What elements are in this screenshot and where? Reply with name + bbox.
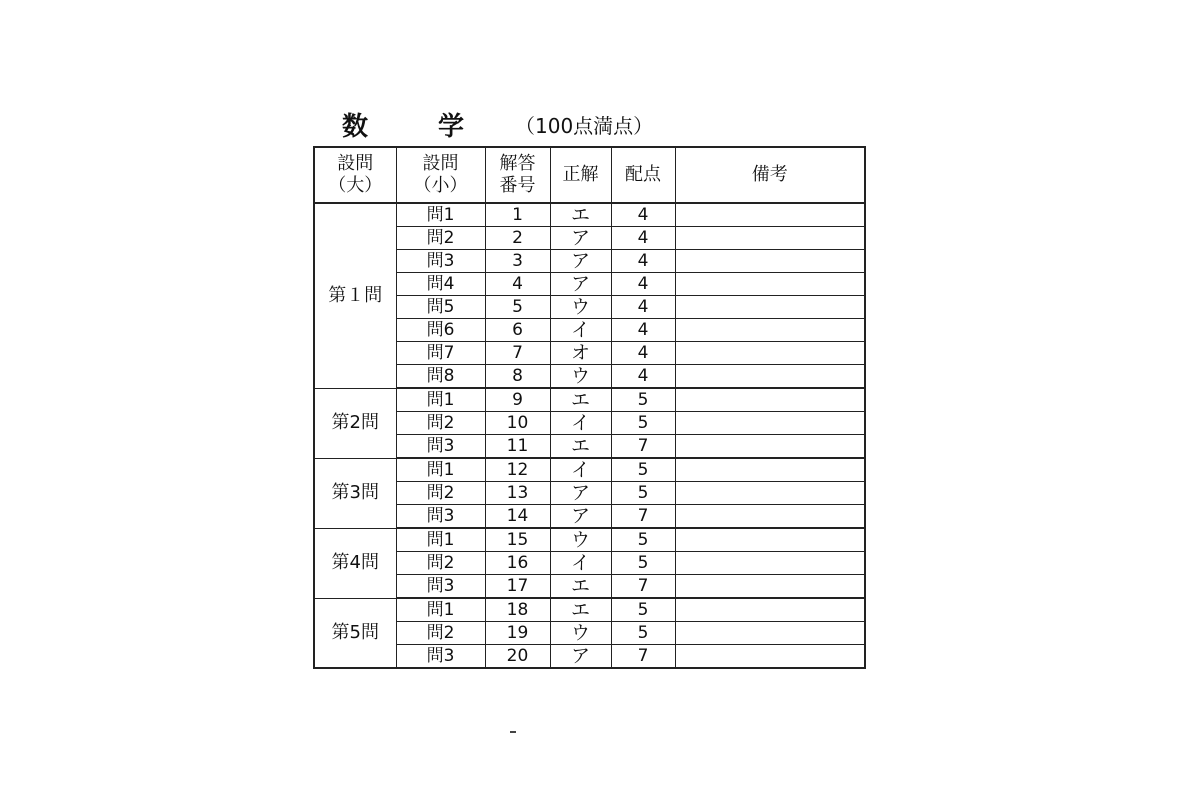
minor-question-label: 問3 <box>396 250 485 273</box>
scan-speck <box>510 731 516 733</box>
answer-key-table <box>313 146 866 669</box>
answer-number: 20 <box>485 645 550 669</box>
notes-cell <box>675 388 865 412</box>
table-row <box>314 388 865 412</box>
correct-answer: エ <box>550 598 611 622</box>
table-row <box>314 645 865 669</box>
major-question-label: 第2問 <box>314 388 396 458</box>
table-row <box>314 622 865 645</box>
table-row <box>314 319 865 342</box>
header-row <box>314 147 865 203</box>
minor-question-label: 問4 <box>396 273 485 296</box>
notes-cell <box>675 645 865 669</box>
table-row <box>314 482 865 505</box>
notes-cell <box>675 622 865 645</box>
notes-cell <box>675 482 865 505</box>
header-major-question <box>314 147 396 203</box>
notes-cell <box>675 250 865 273</box>
header-number-line1: 解答 <box>499 153 536 174</box>
correct-answer: ア <box>550 227 611 250</box>
correct-answer: オ <box>550 342 611 365</box>
correct-answer: ウ <box>550 365 611 389</box>
minor-question-label: 問3 <box>396 575 485 599</box>
header-minor-question <box>396 147 485 203</box>
answer-key-body <box>314 203 865 668</box>
notes-cell <box>675 365 865 389</box>
notes-cell <box>675 598 865 622</box>
answer-number: 2 <box>485 227 550 250</box>
header-major-line2: （大） <box>328 175 383 196</box>
table-row <box>314 203 865 227</box>
table-row <box>314 273 865 296</box>
major-question-label: 第１問 <box>314 203 396 388</box>
points-value: 5 <box>611 412 675 435</box>
answer-number: 5 <box>485 296 550 319</box>
points-value: 4 <box>611 365 675 389</box>
table-row <box>314 342 865 365</box>
table-row <box>314 412 865 435</box>
points-value: 5 <box>611 388 675 412</box>
minor-question-label: 問3 <box>396 435 485 459</box>
points-value: 5 <box>611 552 675 575</box>
points-value: 4 <box>611 296 675 319</box>
header-minor-line2: （小） <box>413 175 468 196</box>
notes-cell <box>675 203 865 227</box>
notes-cell <box>675 505 865 529</box>
points-value: 5 <box>611 482 675 505</box>
answer-number: 15 <box>485 528 550 552</box>
minor-question-label: 問3 <box>396 645 485 669</box>
points-value: 7 <box>611 575 675 599</box>
table-row <box>314 365 865 389</box>
table-row <box>314 505 865 529</box>
answer-number: 14 <box>485 505 550 529</box>
table-row <box>314 598 865 622</box>
correct-answer: イ <box>550 458 611 482</box>
table-row <box>314 575 865 599</box>
answer-number: 18 <box>485 598 550 622</box>
points-value: 7 <box>611 645 675 669</box>
minor-question-label: 問1 <box>396 458 485 482</box>
answer-number: 19 <box>485 622 550 645</box>
correct-answer: エ <box>550 435 611 459</box>
subject-title: 数 学 <box>342 112 487 142</box>
answer-number: 6 <box>485 319 550 342</box>
minor-question-label: 問2 <box>396 412 485 435</box>
minor-question-label: 問1 <box>396 203 485 227</box>
points-value: 4 <box>611 273 675 296</box>
header-correct-answer: 正解 <box>550 147 611 203</box>
answer-number: 12 <box>485 458 550 482</box>
major-question-label: 第4問 <box>314 528 396 598</box>
minor-question-label: 問8 <box>396 365 485 389</box>
answer-number: 4 <box>485 273 550 296</box>
minor-question-label: 問5 <box>396 296 485 319</box>
points-value: 7 <box>611 505 675 529</box>
notes-cell <box>675 458 865 482</box>
table-row <box>314 227 865 250</box>
points-value: 5 <box>611 528 675 552</box>
answer-number: 1 <box>485 203 550 227</box>
minor-question-label: 問1 <box>396 598 485 622</box>
notes-cell <box>675 227 865 250</box>
minor-question-label: 問2 <box>396 622 485 645</box>
points-value: 5 <box>611 458 675 482</box>
notes-cell <box>675 412 865 435</box>
minor-question-label: 問2 <box>396 227 485 250</box>
answer-number: 10 <box>485 412 550 435</box>
answer-number: 16 <box>485 552 550 575</box>
points-value: 4 <box>611 203 675 227</box>
notes-cell <box>675 273 865 296</box>
correct-answer: エ <box>550 203 611 227</box>
notes-cell <box>675 575 865 599</box>
points-value: 4 <box>611 319 675 342</box>
correct-answer: イ <box>550 319 611 342</box>
table-row <box>314 528 865 552</box>
table-row <box>314 552 865 575</box>
minor-question-label: 問7 <box>396 342 485 365</box>
header-major-line1: 設問 <box>337 153 374 174</box>
notes-cell <box>675 528 865 552</box>
answer-number: 11 <box>485 435 550 459</box>
points-value: 4 <box>611 250 675 273</box>
notes-cell <box>675 435 865 459</box>
correct-answer: ウ <box>550 622 611 645</box>
answer-number: 7 <box>485 342 550 365</box>
table-row <box>314 458 865 482</box>
table-row <box>314 296 865 319</box>
points-value: 5 <box>611 598 675 622</box>
correct-answer: ア <box>550 645 611 669</box>
correct-answer: エ <box>550 575 611 599</box>
answer-number: 9 <box>485 388 550 412</box>
notes-cell <box>675 552 865 575</box>
correct-answer: ウ <box>550 296 611 319</box>
correct-answer: ア <box>550 505 611 529</box>
header-answer-number <box>485 147 550 203</box>
correct-answer: エ <box>550 388 611 412</box>
correct-answer: イ <box>550 412 611 435</box>
header-notes: 備考 <box>675 147 865 203</box>
answer-number: 13 <box>485 482 550 505</box>
major-question-label: 第5問 <box>314 598 396 668</box>
minor-question-label: 問2 <box>396 552 485 575</box>
points-value: 5 <box>611 622 675 645</box>
points-value: 4 <box>611 227 675 250</box>
answer-number: 3 <box>485 250 550 273</box>
correct-answer: イ <box>550 552 611 575</box>
points-value: 4 <box>611 342 675 365</box>
answer-number: 17 <box>485 575 550 599</box>
correct-answer: ア <box>550 250 611 273</box>
minor-question-label: 問3 <box>396 505 485 529</box>
correct-answer: ア <box>550 273 611 296</box>
header-number-line2: 番号 <box>499 175 536 196</box>
notes-cell <box>675 296 865 319</box>
table-row <box>314 250 865 273</box>
full-score-note: （100点満点） <box>515 114 654 138</box>
minor-question-label: 問1 <box>396 528 485 552</box>
minor-question-label: 問2 <box>396 482 485 505</box>
correct-answer: ウ <box>550 528 611 552</box>
major-question-label: 第3問 <box>314 458 396 528</box>
notes-cell <box>675 342 865 365</box>
minor-question-label: 問6 <box>396 319 485 342</box>
notes-cell <box>675 319 865 342</box>
header-points: 配点 <box>611 147 675 203</box>
points-value: 7 <box>611 435 675 459</box>
table-row <box>314 435 865 459</box>
header-minor-line1: 設問 <box>422 153 459 174</box>
correct-answer: ア <box>550 482 611 505</box>
answer-number: 8 <box>485 365 550 389</box>
minor-question-label: 問1 <box>396 388 485 412</box>
